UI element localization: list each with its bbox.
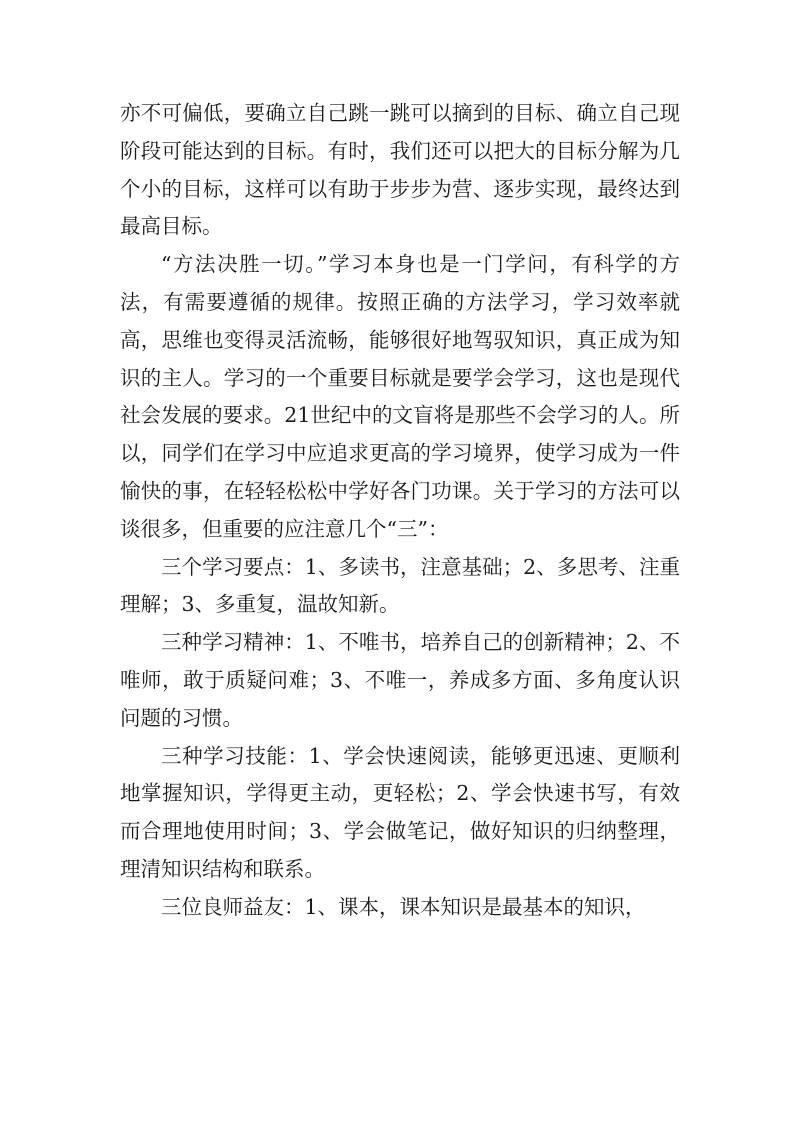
paragraph-three-skills: 三种学习技能：1、学会快速阅读，能够更迅速、更顺利地掌握知识，学得更主动，更轻松；2、学会快速书写，有效而合理地使用时间；3、学会做笔记，做好知识的归纳整理，理清知识结构和联系。 xyxy=(120,743,680,881)
paragraph-methods: “方法决胜一切。”学习本身也是一门学问，有科学的方法，有需要遵循的规律。按照正确的方法学习，学习效率就高，思维也变得灵活流畅，能够很好地驾驭知识，真正成为知识的主人。学习的一个重要目标就是要学会学习，这也是现代社会发展的要求。21世纪中的文盲将是那些不会学习的人。所以，同学们在学习中应追求更高的学习境界，使学习成为一件愉快的事，在轻轻松松中学好各门功课。关于学习的方法可以谈很多，但重要的应注意几个“三”： xyxy=(120,252,680,541)
paragraph-three-spirits: 三种学习精神：1、不唯书，培养自己的创新精神；2、不唯师，敢于质疑问难；3、不唯一，养成多方面、多角度认识问题的习惯。 xyxy=(120,630,680,730)
paragraph-goals: 亦不可偏低，要确立自己跳一跳可以摘到的目标、确立自己现阶段可能达到的目标。有时，我们还可以把大的目标分解为几个小的目标，这样可以有助于步步为营、逐步实现，最终达到最高目标。 xyxy=(120,101,680,239)
paragraph-three-key-points: 三个学习要点：1、多读书，注意基础；2、多思考、注重理解；3、多重复，温故知新。 xyxy=(120,554,680,617)
body-text xyxy=(120,95,680,927)
paragraph-three-mentors: 三位良师益友：1、课本，课本知识是最基本的知识， xyxy=(161,894,646,919)
